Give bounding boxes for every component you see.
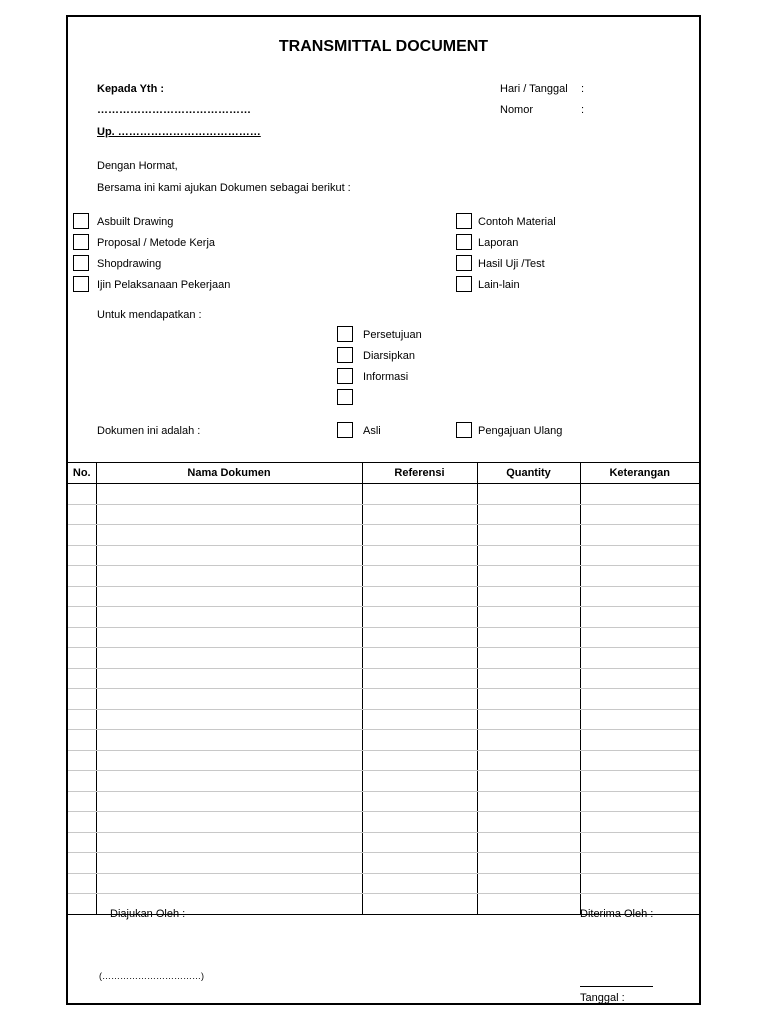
table-cell[interactable] [477, 853, 580, 874]
table-cell[interactable] [96, 627, 362, 648]
table-row [68, 525, 699, 546]
purpose-option-label: Persetujuan [363, 329, 422, 341]
table-cell[interactable] [477, 689, 580, 710]
table-cell[interactable] [68, 545, 96, 566]
table-cell[interactable] [362, 730, 477, 751]
table-cell[interactable] [477, 525, 580, 546]
purpose-option-label: Diarsipkan [363, 350, 415, 362]
checkbox-diarsipkan[interactable] [337, 347, 353, 363]
table-cell[interactable] [96, 812, 362, 833]
table-cell[interactable] [68, 504, 96, 525]
doc-type-label: Laporan [478, 237, 519, 249]
table-cell[interactable] [477, 791, 580, 812]
table-cell[interactable] [580, 668, 699, 689]
table-cell[interactable] [96, 791, 362, 812]
table-cell[interactable] [477, 894, 580, 915]
checkbox-pengajuan-ulang[interactable] [456, 422, 472, 438]
table-row [68, 709, 699, 730]
doc-type-label: Hasil Uji /Test [478, 258, 545, 270]
table-cell[interactable] [362, 525, 477, 546]
table-row [68, 668, 699, 689]
status-pengajuan-ulang-label: Pengajuan Ulang [478, 425, 563, 437]
table-cell[interactable] [362, 853, 477, 874]
table-cell[interactable] [362, 668, 477, 689]
table-cell[interactable] [96, 504, 362, 525]
table-cell[interactable] [68, 832, 96, 853]
table-row [68, 689, 699, 710]
table-cell[interactable] [96, 750, 362, 771]
table-row [68, 832, 699, 853]
table-cell[interactable] [477, 566, 580, 587]
table-cell[interactable] [96, 607, 362, 628]
table-cell[interactable] [96, 709, 362, 730]
intro-sentence: Bersama ini kami ajukan Dokumen sebagai berikut : [97, 182, 351, 194]
table-cell[interactable] [68, 586, 96, 607]
table-row [68, 648, 699, 669]
nomor-label: Nomor [500, 104, 534, 116]
table-cell[interactable] [96, 545, 362, 566]
checkbox-persetujuan[interactable] [337, 326, 353, 342]
table-cell[interactable] [477, 750, 580, 771]
checkbox-asbuilt-drawing[interactable] [73, 213, 89, 229]
status-label: Dokumen ini adalah : [97, 425, 201, 437]
table-cell[interactable] [362, 648, 477, 669]
table-cell[interactable] [96, 484, 362, 505]
table-row [68, 812, 699, 833]
table-row [68, 730, 699, 751]
table-cell[interactable] [477, 812, 580, 833]
table-cell[interactable] [362, 484, 477, 505]
tanggal-label: Tanggal : [580, 992, 625, 1004]
table-cell[interactable] [68, 484, 96, 505]
table-row [68, 873, 699, 894]
kepada-dots: …………………………………… [97, 104, 251, 116]
table-cell[interactable] [68, 566, 96, 587]
table-cell[interactable] [580, 484, 699, 505]
table-cell[interactable] [580, 504, 699, 525]
table-cell[interactable] [96, 730, 362, 751]
table-cell[interactable] [68, 812, 96, 833]
status-asli-label: Asli [363, 425, 381, 437]
column-header-no: No. [68, 463, 96, 484]
table-cell[interactable] [580, 586, 699, 607]
checkbox-hasil-uji[interactable] [456, 255, 472, 271]
table-cell[interactable] [68, 791, 96, 812]
table-cell[interactable] [477, 627, 580, 648]
document-list-table [68, 462, 699, 915]
table-row [68, 607, 699, 628]
checkbox-purpose-other[interactable] [337, 389, 353, 405]
table-cell[interactable] [580, 627, 699, 648]
table-cell[interactable] [362, 812, 477, 833]
table-cell[interactable] [477, 832, 580, 853]
purpose-option-label: Informasi [363, 371, 409, 383]
table-cell[interactable] [96, 586, 362, 607]
table-cell[interactable] [362, 832, 477, 853]
table-cell[interactable] [477, 648, 580, 669]
doc-type-label: Shopdrawing [97, 258, 162, 270]
table-cell[interactable] [68, 648, 96, 669]
table-cell[interactable] [580, 648, 699, 669]
table-cell[interactable] [477, 545, 580, 566]
table-row [68, 750, 699, 771]
table-cell[interactable] [362, 771, 477, 792]
table-cell[interactable] [96, 566, 362, 587]
table-cell[interactable] [68, 853, 96, 874]
table-cell[interactable] [580, 771, 699, 792]
table-cell[interactable] [580, 812, 699, 833]
table-cell[interactable] [362, 750, 477, 771]
table-cell[interactable] [477, 709, 580, 730]
table-row [68, 627, 699, 648]
table-cell[interactable] [580, 566, 699, 587]
nomor-colon: : [581, 104, 585, 116]
table-cell[interactable] [96, 648, 362, 669]
table-cell[interactable] [362, 545, 477, 566]
table-cell[interactable] [68, 607, 96, 628]
table-cell[interactable] [362, 894, 477, 915]
table-cell[interactable] [96, 873, 362, 894]
doc-type-label: Proposal / Metode Kerja [97, 237, 216, 249]
table-row [68, 504, 699, 525]
table-cell[interactable] [96, 668, 362, 689]
diajukan-signature-line: (……………………………) [99, 971, 204, 981]
document-title: TRANSMITTAL DOCUMENT [278, 38, 489, 55]
purpose-label: Untuk mendapatkan : [97, 309, 202, 321]
table-cell[interactable] [477, 730, 580, 751]
table-cell[interactable] [362, 873, 477, 894]
table-cell[interactable] [477, 586, 580, 607]
doc-type-label: Lain-lain [478, 279, 520, 291]
table-cell[interactable] [68, 750, 96, 771]
checkbox-proposal-metode-kerja[interactable] [73, 234, 89, 250]
checkbox-laporan[interactable] [456, 234, 472, 250]
column-header-quantity: Quantity [477, 463, 580, 484]
table-cell[interactable] [580, 791, 699, 812]
checkbox-ijin-pelaksanaan[interactable] [73, 276, 89, 292]
table-cell[interactable] [362, 689, 477, 710]
doc-type-label: Ijin Pelaksanaan Pekerjaan [97, 279, 231, 291]
table-cell[interactable] [580, 750, 699, 771]
checkbox-asli[interactable] [337, 422, 353, 438]
checkbox-shopdrawing[interactable] [73, 255, 89, 271]
table-cell[interactable] [580, 730, 699, 751]
table-cell[interactable] [362, 566, 477, 587]
table-cell[interactable] [477, 504, 580, 525]
table-cell[interactable] [96, 853, 362, 874]
table-cell[interactable] [362, 627, 477, 648]
column-header-nama-dokumen: Nama Dokumen [96, 463, 362, 484]
table-cell[interactable] [96, 832, 362, 853]
diterima-signature-line [580, 986, 653, 987]
table-row [68, 484, 699, 505]
doc-type-label: Asbuilt Drawing [97, 216, 174, 228]
table-cell[interactable] [96, 525, 362, 546]
table-cell[interactable] [68, 627, 96, 648]
diajukan-oleh-label: Diajukan Oleh : [110, 908, 186, 920]
hari-tanggal-colon: : [581, 83, 585, 95]
table-header-row [68, 463, 699, 484]
table-cell[interactable] [477, 607, 580, 628]
table-cell[interactable] [96, 689, 362, 710]
table-body [68, 484, 699, 915]
greeting-text: Dengan Hormat, [97, 160, 178, 172]
table-cell[interactable] [580, 709, 699, 730]
table-cell[interactable] [477, 668, 580, 689]
checkbox-lain-lain[interactable] [456, 276, 472, 292]
transmittal-sheet [66, 15, 701, 1005]
table-cell[interactable] [362, 504, 477, 525]
diterima-oleh-label: Diterima Oleh : [580, 908, 654, 920]
table-cell[interactable] [580, 689, 699, 710]
table-cell[interactable] [362, 709, 477, 730]
column-header-referensi: Referensi [362, 463, 477, 484]
table-cell[interactable] [68, 894, 96, 915]
table-row [68, 853, 699, 874]
table-cell[interactable] [68, 689, 96, 710]
table-cell[interactable] [68, 709, 96, 730]
table-cell[interactable] [580, 525, 699, 546]
table-cell[interactable] [68, 771, 96, 792]
table-cell[interactable] [362, 586, 477, 607]
table-cell[interactable] [68, 668, 96, 689]
table-cell[interactable] [477, 771, 580, 792]
checkbox-contoh-material[interactable] [456, 213, 472, 229]
table-row [68, 586, 699, 607]
table-row [68, 566, 699, 587]
table-cell[interactable] [580, 607, 699, 628]
table-row [68, 791, 699, 812]
column-header-keterangan: Keterangan [580, 463, 699, 484]
table-cell[interactable] [477, 873, 580, 894]
table-cell[interactable] [96, 771, 362, 792]
table-cell[interactable] [362, 791, 477, 812]
table-cell[interactable] [580, 832, 699, 853]
table-cell[interactable] [68, 873, 96, 894]
table-cell[interactable] [68, 730, 96, 751]
hari-tanggal-label: Hari / Tanggal [500, 83, 568, 95]
table-cell[interactable] [580, 545, 699, 566]
table-row [68, 545, 699, 566]
table-cell[interactable] [477, 484, 580, 505]
doc-type-label: Contoh Material [478, 216, 556, 228]
checkbox-informasi[interactable] [337, 368, 353, 384]
table-cell[interactable] [68, 525, 96, 546]
table-cell[interactable] [580, 873, 699, 894]
kepada-label: Kepada Yth : [97, 83, 165, 95]
table-cell[interactable] [580, 853, 699, 874]
table-cell[interactable] [362, 607, 477, 628]
table-row [68, 771, 699, 792]
up-label: Up. ………………………………… [97, 126, 261, 138]
